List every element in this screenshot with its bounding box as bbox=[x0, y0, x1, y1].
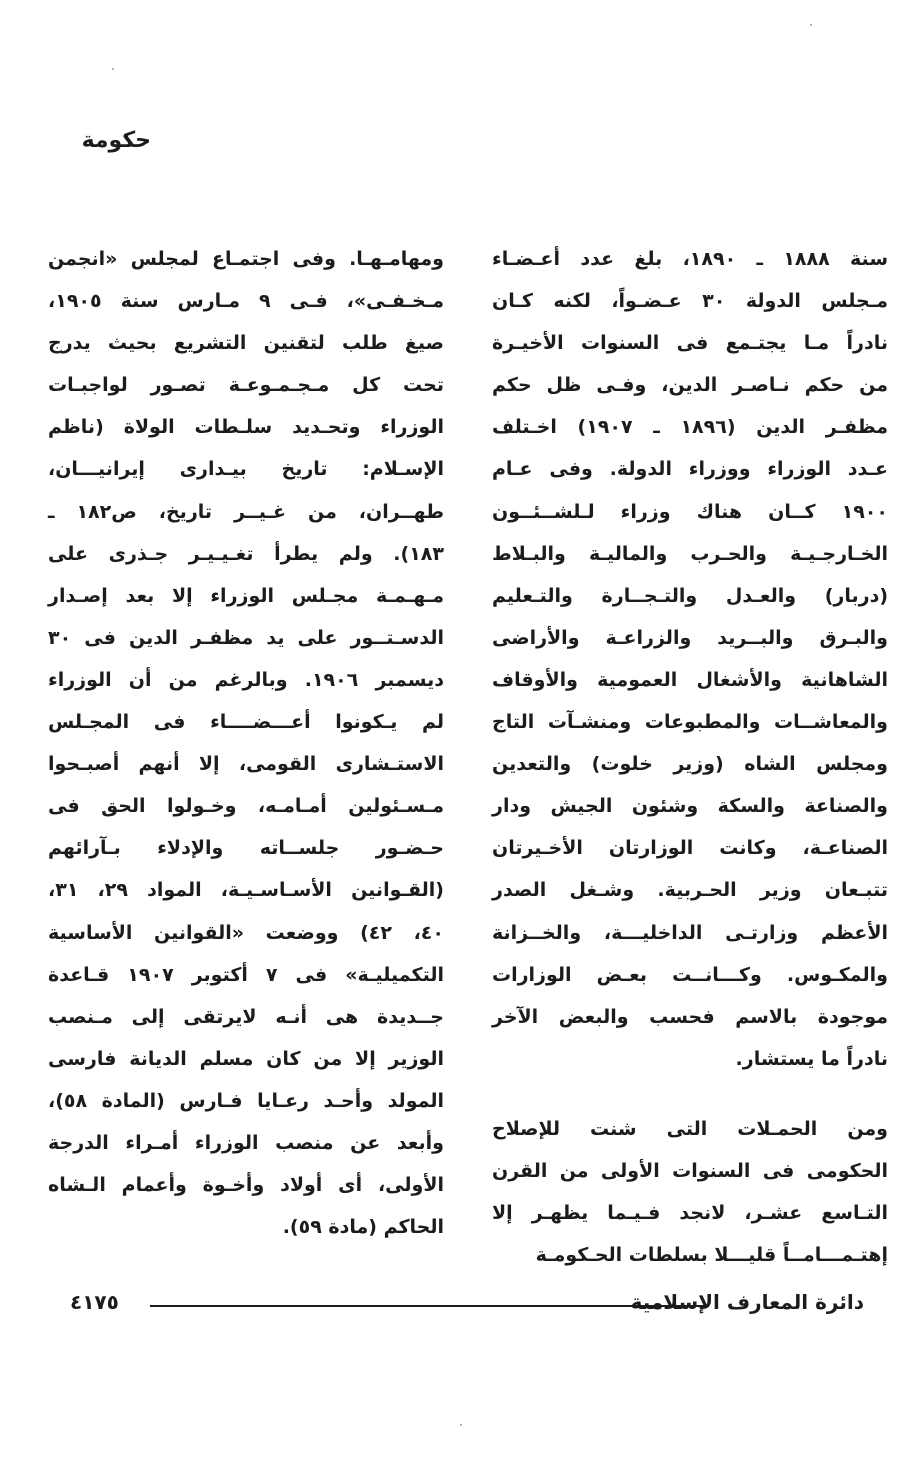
text-line: عـدد الوزراء ووزراء الدولة. وفى عـام bbox=[492, 458, 888, 481]
text-line: من حكم نـاصـر الدين، وفـى ظل حكم bbox=[492, 374, 888, 397]
text-line: التـاسع عشـر، لانجد فـيـما يظهـر إلا bbox=[492, 1202, 888, 1225]
running-head: حكومة bbox=[81, 128, 151, 153]
footer-rule bbox=[150, 1305, 704, 1307]
text-line: مظفـر الدين (١٨٩٦ ـ ١٩٠٧) اخـتلف bbox=[492, 416, 888, 439]
text-line: ومن الحمـلات التى شنت للإصلاح bbox=[492, 1117, 888, 1140]
page-number: ٤١٧٥ bbox=[70, 1290, 119, 1314]
text-line: والصناعة والسكة وشئون الجيش ودار bbox=[492, 795, 888, 818]
text-line: ومهامـهـا. وفى اجتمـاع لمجلس «انجمن bbox=[48, 248, 444, 270]
text-line: وأبعد عن منصب الوزراء أمـراء الدرجة bbox=[48, 1131, 444, 1154]
scan-speck-bottom bbox=[460, 1424, 462, 1426]
text-line: المولد وأحـد رعـايا فـارس (المادة ٥٨)، bbox=[48, 1089, 444, 1112]
text-line: والمكـوس. وكـــانــت بعـض الوزارات bbox=[492, 963, 888, 986]
text-line: تتبـعان وزير الحـربية. وشـغل الصدر bbox=[492, 879, 888, 902]
text-line: التكميليـة» فى ٧ أكتوبر ١٩٠٧ قـاعدة bbox=[48, 963, 444, 986]
text-line: طهــران، من غـيــر تاريخ، ص١٨٢ ـ bbox=[48, 500, 444, 523]
text-line: الوزراء وتحـديد سلـطات الولاة (ناظم bbox=[48, 416, 444, 439]
text-line: الأولى، أى أولاد وأخـوة وأعمام الـشاه bbox=[48, 1174, 444, 1197]
text-line: نادراً ما يستشار. bbox=[735, 1047, 888, 1070]
paragraph-gap bbox=[492, 1080, 888, 1108]
text-line: (دربار) والعـدل والتـجــارة والتـعليم bbox=[492, 584, 888, 607]
paragraph bbox=[48, 238, 444, 1248]
text-line: إهتـمـــامــاً قليـــلا بسلطات الحـكومـة bbox=[535, 1244, 888, 1267]
text-line: الحكومى فى السنوات الأولى من القرن bbox=[492, 1159, 888, 1182]
text-line: الاستـشارى القومى، إلا أنهم أصبـحوا bbox=[48, 753, 444, 776]
text-line: صيغ طلب لتقنين التشريع بحيث يدرج bbox=[48, 332, 444, 355]
text-line: نادراً مـا يجتـمع فى السنوات الأخيـرة bbox=[492, 332, 888, 355]
text-line: موجودة بالاسم فحسب والبعض الآخر bbox=[492, 1005, 888, 1028]
text-line: مـجلس الدولة ٣٠ عـضـواً، لكنه كـان bbox=[492, 290, 888, 313]
text-line: سنة ١٨٨٨ ـ ١٨٩٠، بلغ عدد أعـضـاء bbox=[492, 248, 888, 270]
text-line: مـهـمـة مجـلس الوزراء إلا بعد إصـدار bbox=[48, 584, 444, 607]
text-line: تحت كل مـجـمـوعـة تصـور لواجبـات bbox=[48, 374, 444, 397]
footer-title: دائرة المعارف الإسلامية bbox=[630, 1290, 864, 1314]
text-line: ومجلس الشاه (وزير خلوت) والتعدين bbox=[492, 753, 888, 776]
text-line: الدسـتــور على يد مظفـر الدين فى ٣٠ bbox=[48, 626, 444, 649]
text-line: والمعاشــات والمطبوعات ومنشـآت التاج bbox=[492, 711, 888, 734]
text-line: الخـارجـيـة والحـرب والماليـة والبـلاط bbox=[492, 542, 888, 565]
page-footer bbox=[70, 1290, 864, 1320]
text-line: الوزير إلا من كان مسلم الديانة فارسى bbox=[48, 1047, 444, 1070]
text-line: مـسـئولين أمـامـه، وخـولوا الحق فى bbox=[48, 795, 444, 818]
paragraph bbox=[492, 1108, 888, 1276]
text-line: ١٩٠٠ كــان هناك وزراء لـلشــئــون bbox=[492, 500, 888, 523]
text-line: (القـوانين الأسـاسـيـة، المواد ٢٩، ٣١، bbox=[48, 879, 444, 902]
text-line: لم يـكونوا أعـــضــــاء فى المجـلس bbox=[48, 711, 444, 734]
scan-speck-top-left bbox=[112, 68, 114, 70]
text-line: الإسـلام: تاريخ بيـدارى إيرانيـــان، bbox=[48, 458, 444, 481]
right-column bbox=[492, 238, 888, 1276]
text-line: الحاكم (مادة ٥٩). bbox=[282, 1216, 444, 1239]
text-line: الأعظم وزارتـى الداخليـــة، والخــزانة bbox=[492, 921, 888, 944]
text-line: الشاهانية والأشغال العمومية والأوقاف bbox=[492, 668, 888, 691]
text-line: الصناعـة، وكانت الوزارتان الأخـيرتان bbox=[492, 837, 888, 860]
paragraph bbox=[492, 238, 888, 1080]
left-column bbox=[48, 238, 444, 1248]
text-line: والبـرق والبــريد والزراعـة والأراضى bbox=[492, 626, 888, 649]
scan-speck-top-right bbox=[810, 24, 812, 26]
text-line: ١٨٣). ولم يطرأ تغـيـيـر جـذرى على bbox=[48, 542, 444, 565]
text-line: ٤٠، ٤٢) ووضعت «القوانين الأساسية bbox=[48, 921, 444, 944]
text-line: حـضـور جلســاته والإدلاء بـآرائهم bbox=[48, 837, 444, 860]
text-line: مـخـفـى»، فـى ٩ مـارس سنة ١٩٠٥، bbox=[48, 290, 445, 313]
text-line: ديسمبر ١٩٠٦. وبالرغم من أن الوزراء bbox=[48, 668, 444, 691]
text-line: جــديدة هى أنـه لايرتقى إلى مـنصب bbox=[48, 1005, 444, 1028]
